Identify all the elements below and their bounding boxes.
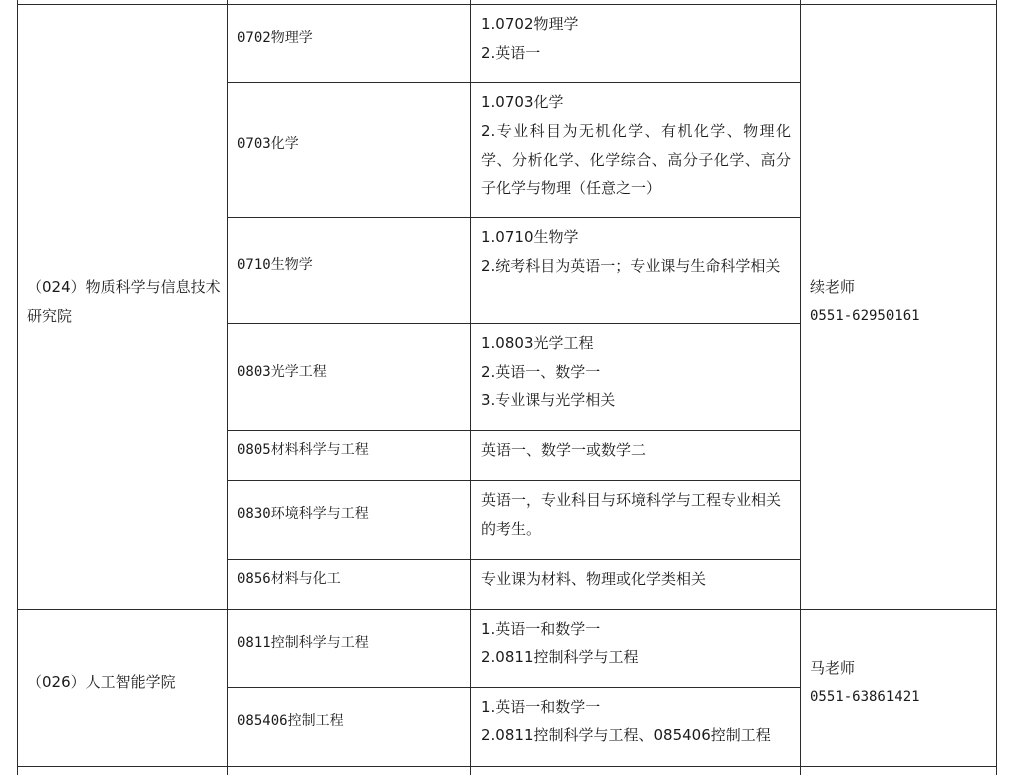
table-border-left xyxy=(17,0,18,775)
major-code-name: 0703化学 xyxy=(237,136,299,152)
requirement-line: 专业课为材料、物理或化学类相关 xyxy=(481,570,707,588)
requirement-line: 1.英语一和数学一 xyxy=(481,698,601,716)
column-divider xyxy=(800,0,801,775)
requirement-line: 2.英语一、数学一 xyxy=(481,363,601,381)
requirement-line: 1.0710生物学 xyxy=(481,228,579,246)
requirement-line: 1.0702物理学 xyxy=(481,15,579,33)
major-code-name: 0830环境科学与工程 xyxy=(237,506,369,522)
row-divider xyxy=(227,559,801,560)
row-divider xyxy=(17,4,997,5)
contact-name: 续老师 xyxy=(810,278,856,296)
requirement-line: 3.专业课与光学相关 xyxy=(481,391,616,409)
requirement-line: 英语一，专业科目与环境科学与工程专业相关的考生。 xyxy=(481,491,782,538)
institute-name: （026）人工智能学院 xyxy=(27,673,176,691)
major-code-name: 0856材料与化工 xyxy=(237,571,341,587)
row-divider xyxy=(17,609,997,610)
row-divider xyxy=(227,217,801,218)
requirement-line: 英语一、数学一或数学二 xyxy=(481,441,647,459)
column-divider xyxy=(470,0,471,775)
row-divider xyxy=(227,687,801,688)
major-code-name: 0803光学工程 xyxy=(237,364,327,380)
major-code-name: 0805材料科学与工程 xyxy=(237,442,369,458)
requirement-line: 1.英语一和数学一 xyxy=(481,620,601,638)
contact-phone: 0551-62950161 xyxy=(810,308,920,324)
requirement-line: 2.0811控制科学与工程、085406控制工程 xyxy=(481,726,771,744)
column-divider xyxy=(227,0,228,775)
requirement-line: 1.0803光学工程 xyxy=(481,334,594,352)
row-divider xyxy=(227,430,801,431)
requirement-line: 1.0703化学 xyxy=(481,93,564,111)
row-divider xyxy=(17,766,997,767)
requirement-line: 2.英语一 xyxy=(481,44,541,62)
major-code-name: 0710生物学 xyxy=(237,257,313,273)
major-code-name: 0811控制科学与工程 xyxy=(237,635,369,651)
contact-phone: 0551-63861421 xyxy=(810,689,920,705)
major-code-name: 085406控制工程 xyxy=(237,713,344,729)
table-border-right xyxy=(996,0,997,775)
row-divider xyxy=(227,480,801,481)
requirement-line: 2.统考科目为英语一；专业课与生命科学相关 xyxy=(481,257,781,275)
institute-name: （024）物质科学与信息技术研究院 xyxy=(27,278,221,325)
major-code-name: 0702物理学 xyxy=(237,30,313,46)
row-divider xyxy=(227,82,801,83)
contact-name: 马老师 xyxy=(810,659,856,677)
row-divider xyxy=(227,323,801,324)
requirement-line: 2.0811控制科学与工程 xyxy=(481,648,639,666)
requirement-line: 2.专业科目为无机化学、有机化学、物理化学、分析化学、化学综合、高分子化学、高分子化学与物理（任意之一） xyxy=(481,122,791,197)
